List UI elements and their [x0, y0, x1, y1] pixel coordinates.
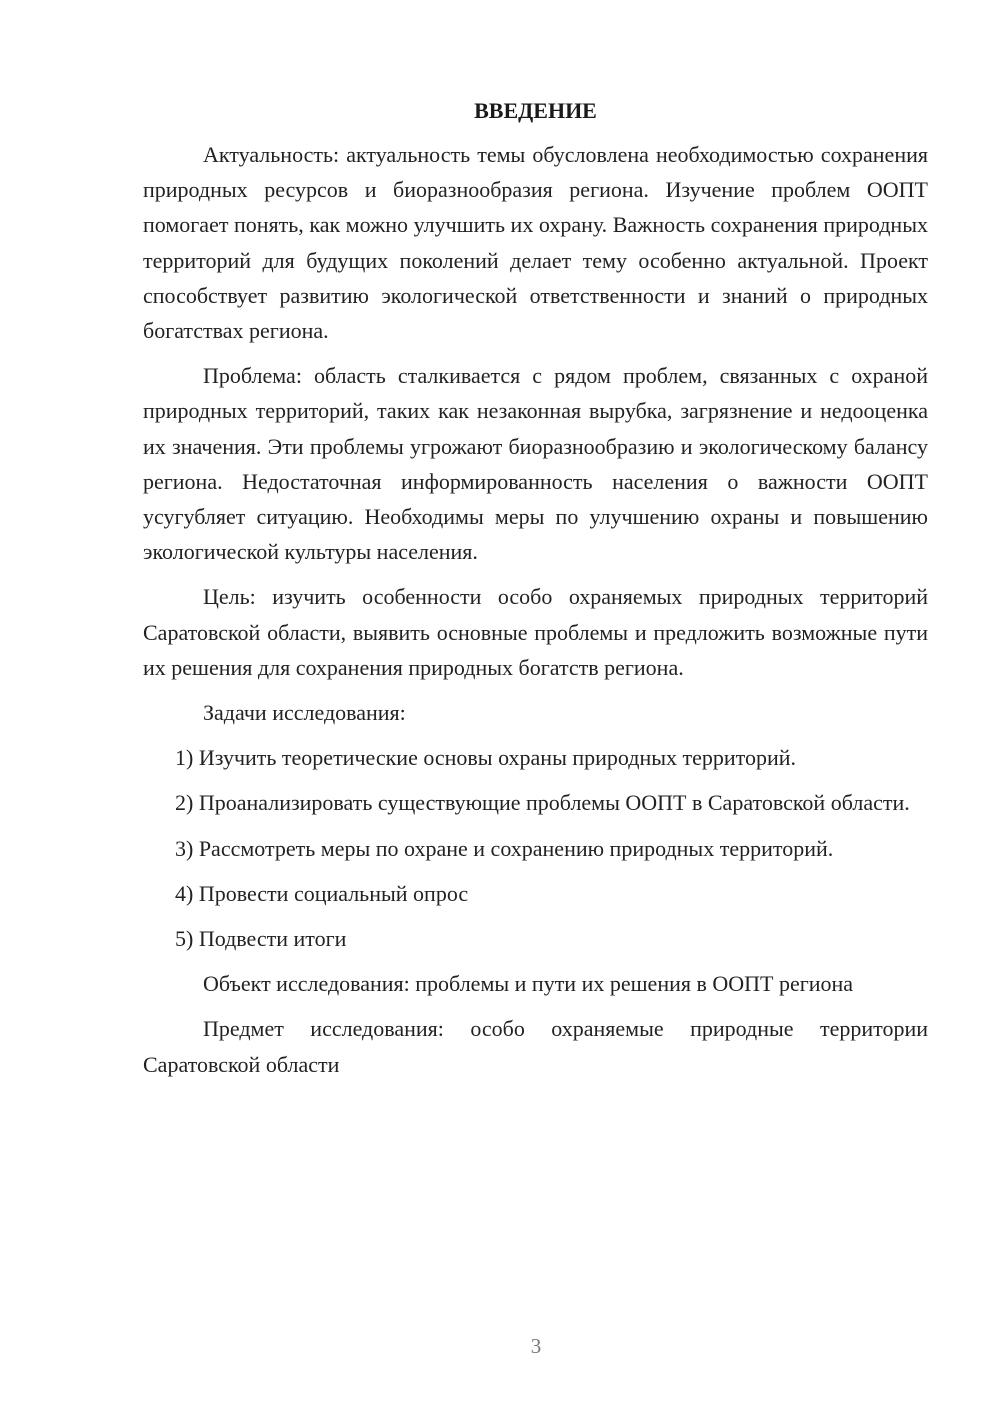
research-object-paragraph: Объект исследования: проблемы и пути их решения в ООПТ региона [203, 971, 854, 997]
task-item-4: 4) Провести социальный опрос [175, 880, 469, 906]
page-number: 3 [530, 1334, 542, 1358]
tasks-heading: Задачи исследования: [203, 700, 406, 726]
task-item-3: 3) Рассмотреть меры по охране и сохранению природных территорий. [175, 835, 834, 861]
problem-paragraph: Проблема: область сталкивается с рядом проблем, связанных с охраной природных территорий, таких как незаконная вырубка, загрязнение и недооценка их значения. Эти проблемы угрожают биоразнообразию и экологическому балансу региона. Недостаточная информированность населения о важности ООПТ усугубляет ситуацию. Необходимы меры по улучшению охраны и повышению экологической культуры населения. [143, 363, 928, 565]
task-item-5: 5) Подвести итоги [175, 926, 347, 952]
relevance-paragraph: Актуальность: актуальность темы обусловлена необходимостью сохранения природных ресурсов и биоразнообразия региона. Изучение проблем ООПТ помогает понять, как можно улучшить их охрану. Важность сохранения природных территорий для будущих поколений делает тему особенно актуальной. Проект способствует развитию экологической ответственности и знаний о природных богатствах региона. [143, 142, 928, 344]
task-item-2: 2) Проанализировать существующие проблемы ООПТ в Саратовской области. [175, 790, 910, 816]
goal-paragraph: Цель: изучить особенности особо охраняемых природных территорий Саратовской области, выявить основные проблемы и предложить возможные пути их решения для сохранения природных богатств региона. [143, 584, 928, 680]
section-title: ВВЕДЕНИЕ [474, 98, 597, 123]
page-content [143, 96, 928, 1092]
task-item-1: 1) Изучить теоретические основы охраны природных территорий. [175, 745, 797, 771]
research-subject-paragraph: Предмет исследования: особо охраняемые природные территории Саратовской области [143, 1016, 928, 1077]
